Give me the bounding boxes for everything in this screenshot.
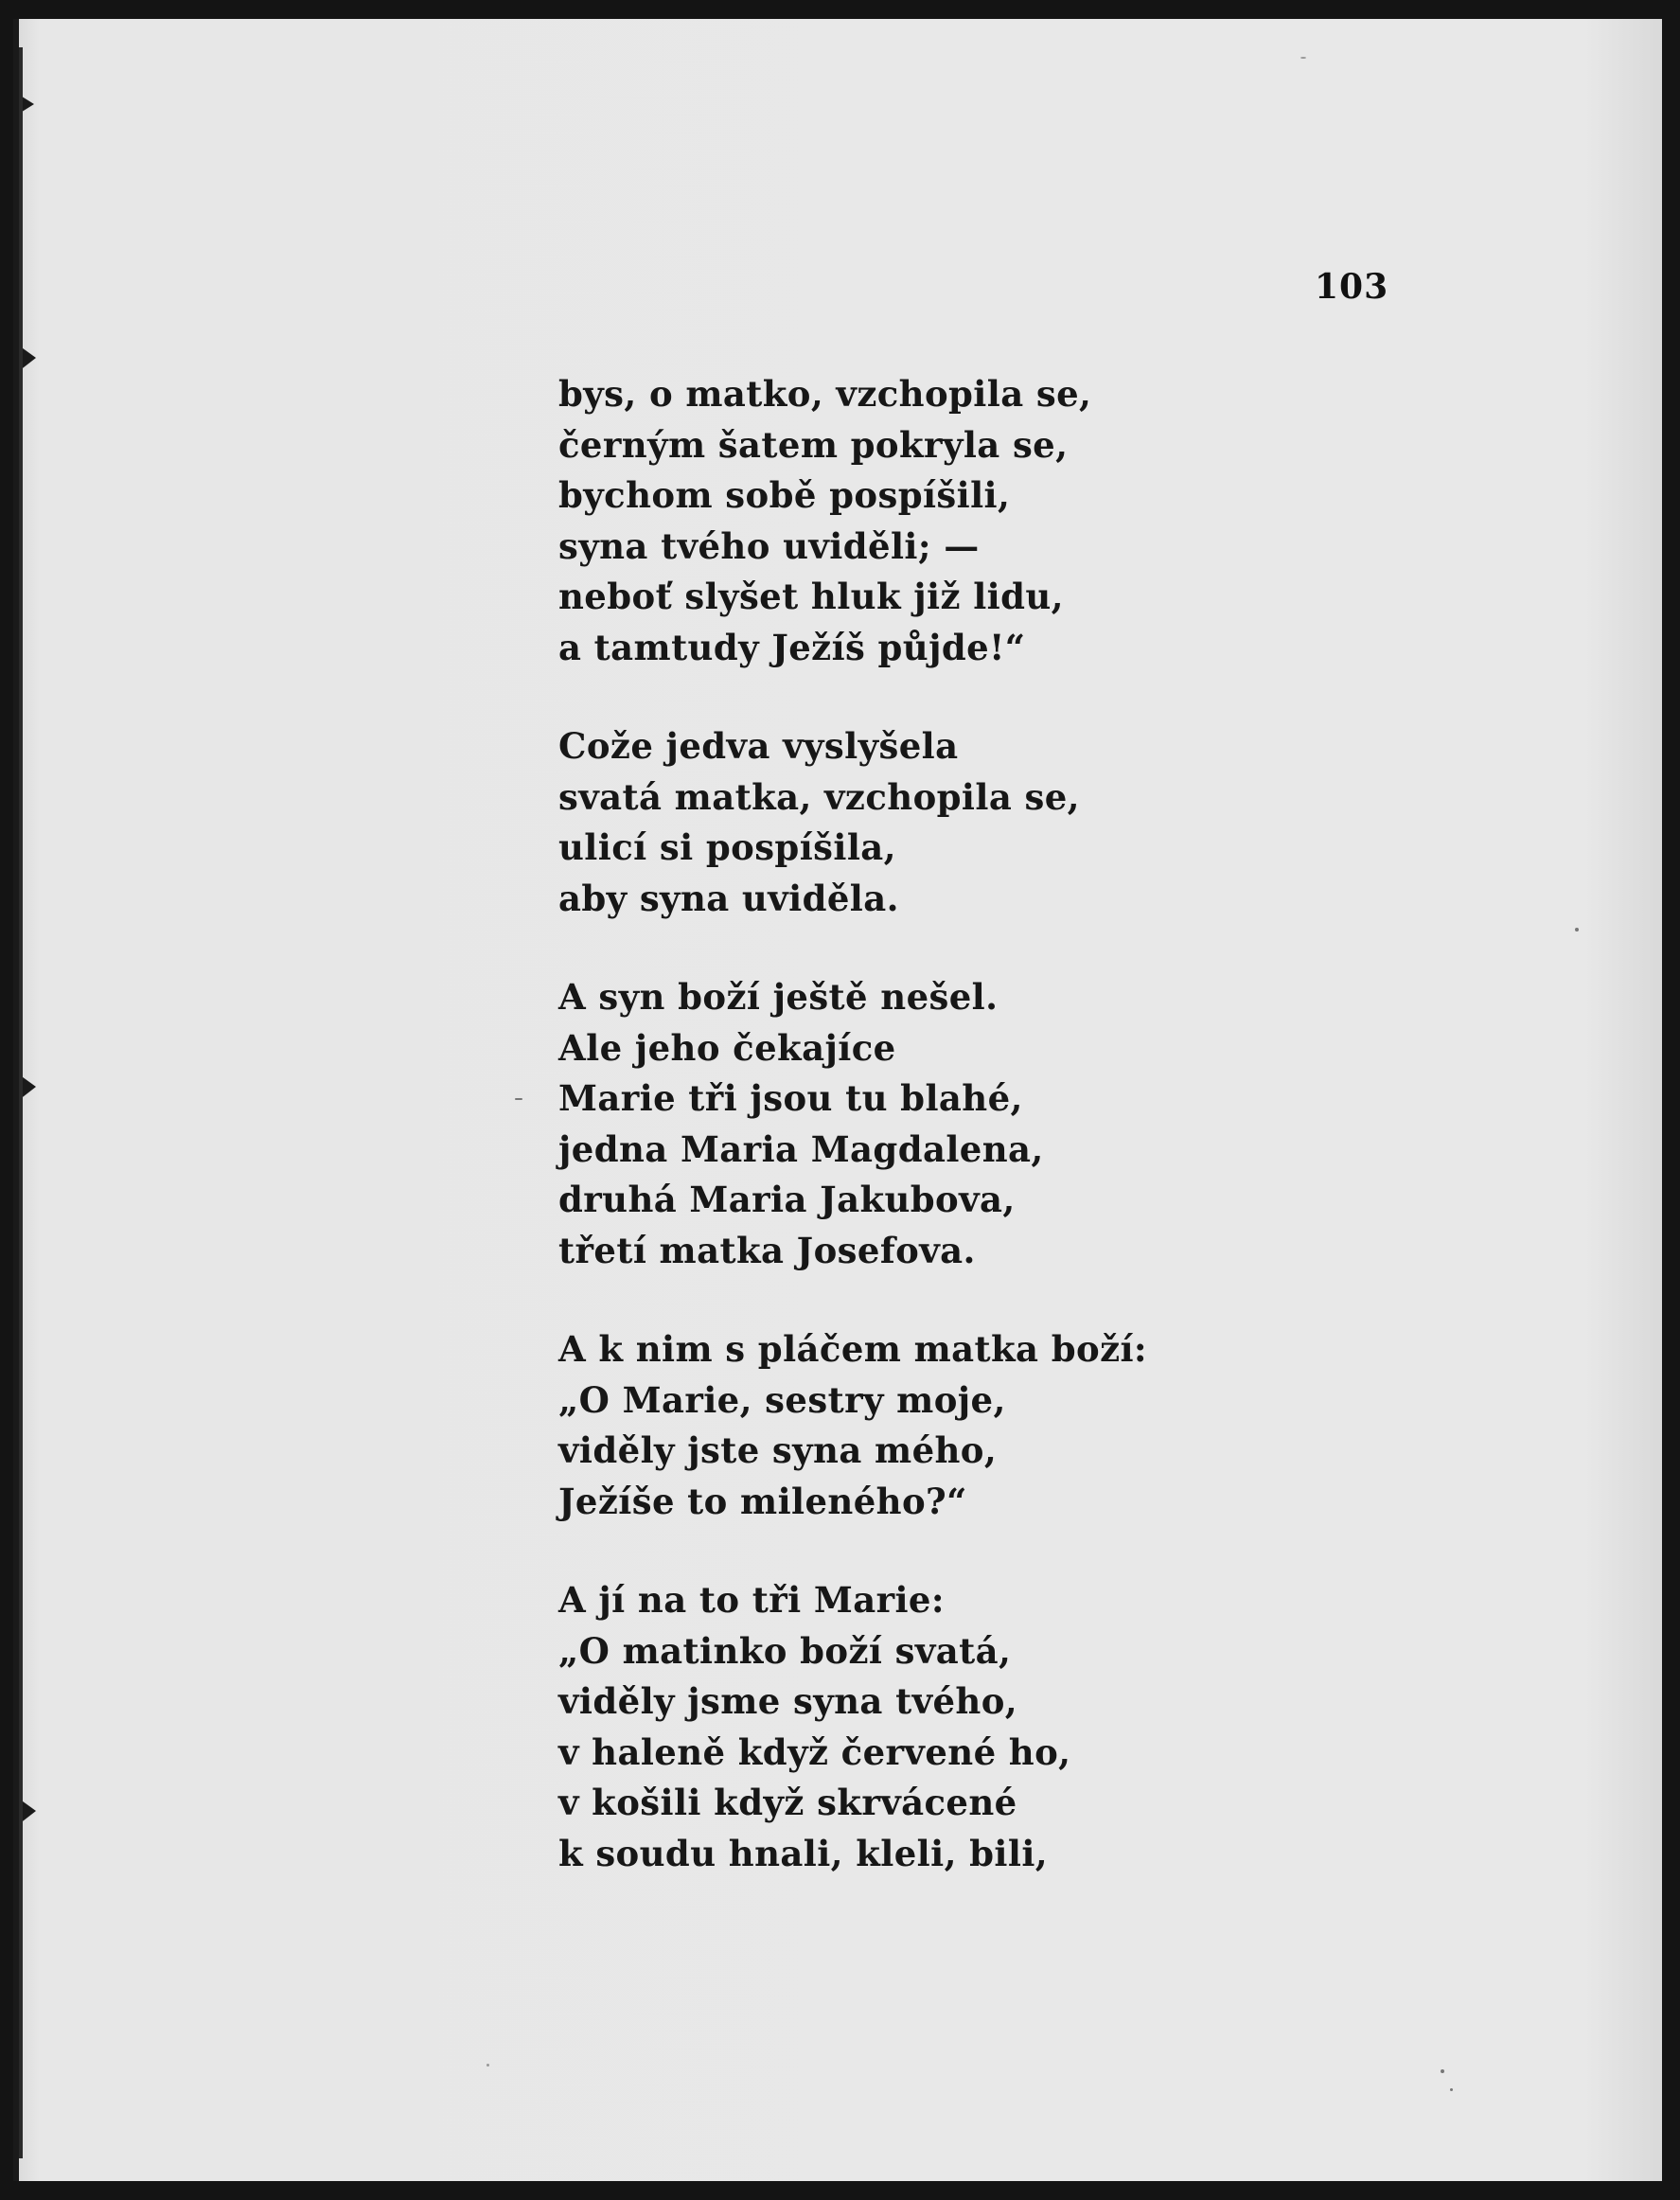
stanza	[558, 1324, 1410, 1527]
verse-line: Ale jeho čekajíce	[558, 1026, 896, 1069]
verse-line: jedna Maria Magdalena,	[558, 1127, 1044, 1170]
verse-line: k soudu hnali, kleli, bili,	[558, 1832, 1049, 1874]
verse-line: svatá matka, vzchopila se,	[558, 775, 1080, 818]
verse-line: třetí matka Josefova.	[558, 1229, 976, 1271]
verse-line: syna tvého uviděli; —	[558, 524, 980, 567]
page-number: 103	[1315, 267, 1389, 307]
stanza	[558, 369, 1410, 673]
verse-line: A k nim s pláčem matka boží:	[558, 1328, 1147, 1370]
stanza	[558, 972, 1410, 1276]
verse-line: neboť slyšet hluk již lidu,	[558, 576, 1064, 617]
verse-line: viděly jste syna mého,	[558, 1429, 998, 1471]
verse-line: v košili když skrvácené	[558, 1782, 1017, 1823]
stanza	[558, 1575, 1410, 1879]
book-page	[13, 19, 1662, 2181]
paper-speck	[1441, 2069, 1444, 2073]
verse-line: aby syna uviděla.	[558, 877, 899, 919]
stanza	[558, 721, 1410, 924]
verse-line: „O matinko boží svatá,	[558, 1629, 1012, 1672]
paper-speck	[486, 2064, 489, 2067]
verse-line: „O Marie, sestry moje,	[558, 1378, 1006, 1421]
verse-line: ulicí si pospíšila,	[558, 826, 896, 868]
verse-line: bychom sobě pospíšili,	[558, 474, 1011, 516]
verse-line: viděly jsme syna tvého,	[558, 1680, 1018, 1722]
verse-line: Ježíše to mileného?“	[558, 1480, 967, 1522]
verse-line: bys, o matko, vzchopila se,	[558, 373, 1092, 415]
binding-edge	[13, 19, 42, 2181]
poem	[558, 369, 1410, 1927]
paper-speck	[515, 1098, 522, 1100]
verse-line: A jí na to tři Marie:	[558, 1579, 945, 1621]
verse-line: A syn boží ještě nešel.	[558, 976, 999, 1018]
verse-line: Marie tři jsou tu blahé,	[558, 1077, 1023, 1119]
verse-line: Cože jedva vyslyšela	[558, 725, 959, 767]
paper-speck	[1450, 2088, 1453, 2091]
verse-line: černým šatem pokryla se,	[558, 423, 1069, 466]
verse-line: v haleně když červené ho,	[558, 1730, 1071, 1773]
verse-line: a tamtudy Ježíš půjde!“	[558, 626, 1026, 668]
verse-line: druhá Maria Jakubova,	[558, 1179, 1016, 1220]
paper-speck	[1575, 928, 1579, 931]
paper-speck	[1300, 57, 1306, 59]
